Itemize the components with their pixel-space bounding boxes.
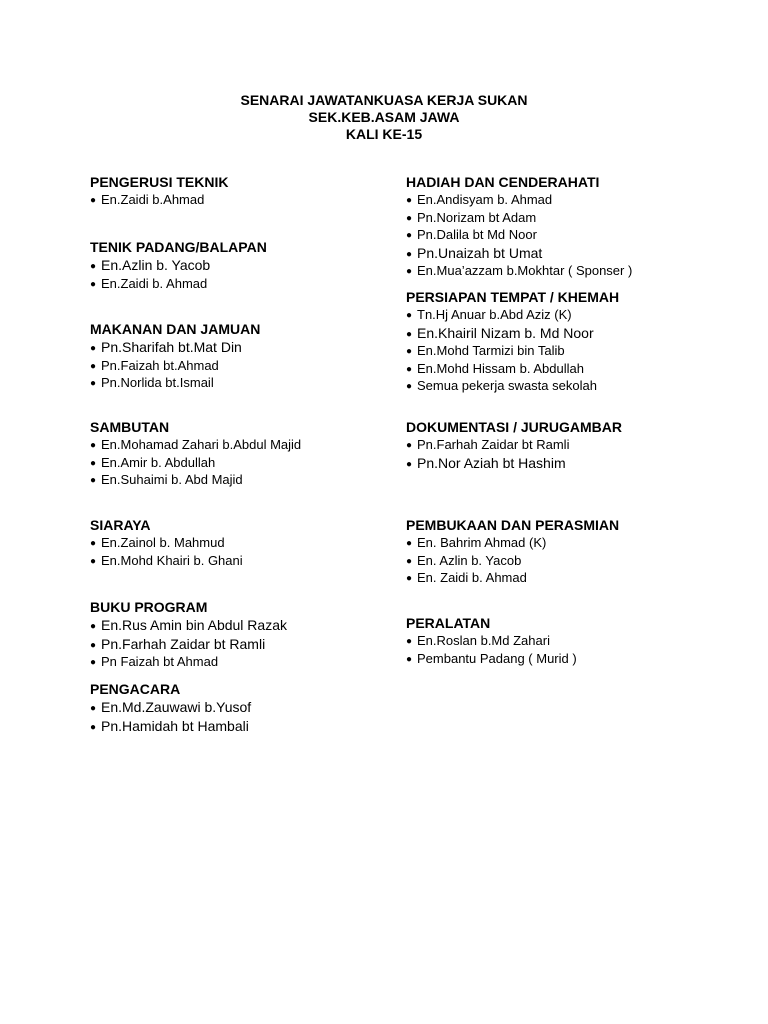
section-makanan-jamuan — [90, 321, 430, 393]
member-item: ● En.Rus Amin bin Abdul Razak — [90, 617, 430, 636]
member-item: ● Semua pekerja swasta sekolah — [406, 378, 746, 396]
section-title: TENIK PADANG/BALAPAN — [90, 239, 267, 255]
bullet-icon: ● — [90, 538, 97, 549]
bullet-icon: ● — [90, 343, 97, 354]
section-title: PENGACARA — [90, 681, 181, 697]
bullet-icon: ● — [406, 363, 413, 375]
member-item: ● En.Zaidi b.Ahmad — [90, 192, 430, 210]
section-peralatan — [406, 615, 746, 668]
bullet-icon: ● — [90, 639, 97, 651]
member-item: ● En. Bahrim Ahmad (K) — [406, 535, 746, 553]
document-header — [0, 92, 768, 143]
bullet-icon: ● — [90, 261, 97, 272]
member-item: ● En.Mua’azzam b.Mokhtar ( Sponser ) — [406, 263, 746, 281]
member-item: ● En.Amir b. Abdullah — [90, 455, 430, 473]
bullet-icon: ● — [90, 440, 97, 451]
bullet-icon: ● — [406, 328, 413, 340]
document-title: SENARAI JAWATANKUASA KERJA SUKAN — [240, 92, 528, 108]
bullet-icon: ● — [406, 653, 413, 665]
section-title: PERALATAN — [406, 615, 491, 631]
member-item: ● En.Roslan b.Md Zahari — [406, 633, 746, 651]
member-item: ● Pn.Hamidah bt Hambali — [90, 718, 430, 737]
edition-label: KALI KE-15 — [345, 126, 423, 142]
member-item: ● Pembantu Padang ( Murid ) — [406, 651, 746, 669]
bullet-icon: ● — [90, 621, 97, 632]
bullet-icon: ● — [406, 381, 413, 392]
section-title: SAMBUTAN — [90, 419, 170, 435]
member-item: ● En.Zainol b. Mahmud — [90, 535, 430, 553]
section-siaraya — [90, 517, 430, 570]
bullet-icon: ● — [90, 360, 97, 372]
section-pembukaan-perasmian — [406, 517, 746, 588]
member-item: ● En.Khairil Nizam b. Md Noor — [406, 325, 746, 344]
bullet-icon: ● — [406, 266, 413, 277]
member-item: ● En.Andisyam b. Ahmad — [406, 192, 746, 210]
member-item: ● En.Mohamad Zahari b.Abdul Majid — [90, 437, 430, 455]
section-tenik-padang — [90, 239, 430, 293]
bullet-icon: ● — [90, 703, 97, 714]
section-buku-program — [90, 599, 430, 672]
section-title: DOKUMENTASI / JURUGAMBAR — [406, 419, 622, 435]
member-item: ● Pn.Nor Aziah bt Hashim — [406, 455, 746, 474]
member-item: ● En.Azlin b. Yacob — [90, 257, 430, 276]
section-hadiah-cenderahati — [406, 174, 746, 281]
bullet-icon: ● — [406, 346, 413, 357]
bullet-icon: ● — [406, 573, 413, 584]
bullet-icon: ● — [406, 636, 413, 647]
member-item: ● Pn Faizah bt Ahmad — [90, 654, 430, 672]
member-item: ● En. Azlin b. Yacob — [406, 553, 746, 571]
member-item: ● Pn.Sharifah bt.Mat Din — [90, 339, 430, 358]
bullet-icon: ● — [90, 721, 97, 733]
section-sambutan — [90, 419, 430, 490]
section-dokumentasi — [406, 419, 746, 473]
section-pengerusi-teknik — [90, 174, 430, 210]
bullet-icon: ● — [406, 555, 413, 567]
member-item: ● En.Zaidi b. Ahmad — [90, 276, 430, 294]
member-item: ● Pn.Norlida bt.Ismail — [90, 375, 430, 393]
bullet-icon: ● — [406, 212, 413, 224]
member-item: ● Pn.Faizah bt.Ahmad — [90, 358, 430, 376]
member-item: ● En. Zaidi b. Ahmad — [406, 570, 746, 588]
bullet-icon: ● — [406, 248, 413, 260]
section-persiapan-tempat — [406, 289, 746, 396]
section-title: SIARAYA — [90, 517, 151, 533]
member-item: ● En.Mohd Khairi b. Ghani — [90, 553, 430, 571]
section-title: PEMBUKAAN DAN PERASMIAN — [406, 517, 620, 533]
member-item: ● Pn.Unaizah bt Umat — [406, 245, 746, 264]
section-title: PENGERUSI TEKNIK — [90, 174, 229, 190]
bullet-icon: ● — [90, 195, 97, 206]
school-name: SEK.KEB.ASAM JAWA — [308, 109, 460, 125]
bullet-icon: ● — [90, 457, 97, 469]
section-pengacara — [90, 681, 430, 736]
bullet-icon: ● — [90, 378, 97, 389]
member-item: ● Pn.Dalila bt Md Noor — [406, 227, 746, 245]
bullet-icon: ● — [406, 538, 413, 549]
section-title: HADIAH DAN CENDERAHATI — [406, 174, 600, 190]
bullet-icon: ● — [406, 440, 413, 451]
section-title: MAKANAN DAN JAMUAN — [90, 321, 261, 337]
bullet-icon: ● — [90, 278, 97, 290]
section-title: BUKU PROGRAM — [90, 599, 208, 615]
member-item: ● En.Md.Zauwawi b.Yusof — [90, 699, 430, 718]
bullet-icon: ● — [90, 657, 97, 668]
bullet-icon: ● — [406, 195, 413, 206]
member-item: ● En.Mohd Hissam b. Abdullah — [406, 361, 746, 379]
member-item: ● Tn.Hj Anuar b.Abd Aziz (K) — [406, 307, 746, 325]
bullet-icon: ● — [90, 475, 97, 486]
bullet-icon: ● — [406, 458, 413, 470]
member-item: ● Pn.Norizam bt Adam — [406, 210, 746, 228]
member-item: ● Pn.Farhah Zaidar bt Ramli — [406, 437, 746, 455]
bullet-icon: ● — [90, 555, 97, 567]
section-title: PERSIAPAN TEMPAT / KHEMAH — [406, 289, 620, 305]
bullet-icon: ● — [406, 310, 413, 321]
member-item: ● En.Mohd Tarmizi bin Talib — [406, 343, 746, 361]
member-item: ● En.Suhaimi b. Abd Majid — [90, 472, 430, 490]
member-item: ● Pn.Farhah Zaidar bt Ramli — [90, 636, 430, 655]
bullet-icon: ● — [406, 230, 413, 241]
